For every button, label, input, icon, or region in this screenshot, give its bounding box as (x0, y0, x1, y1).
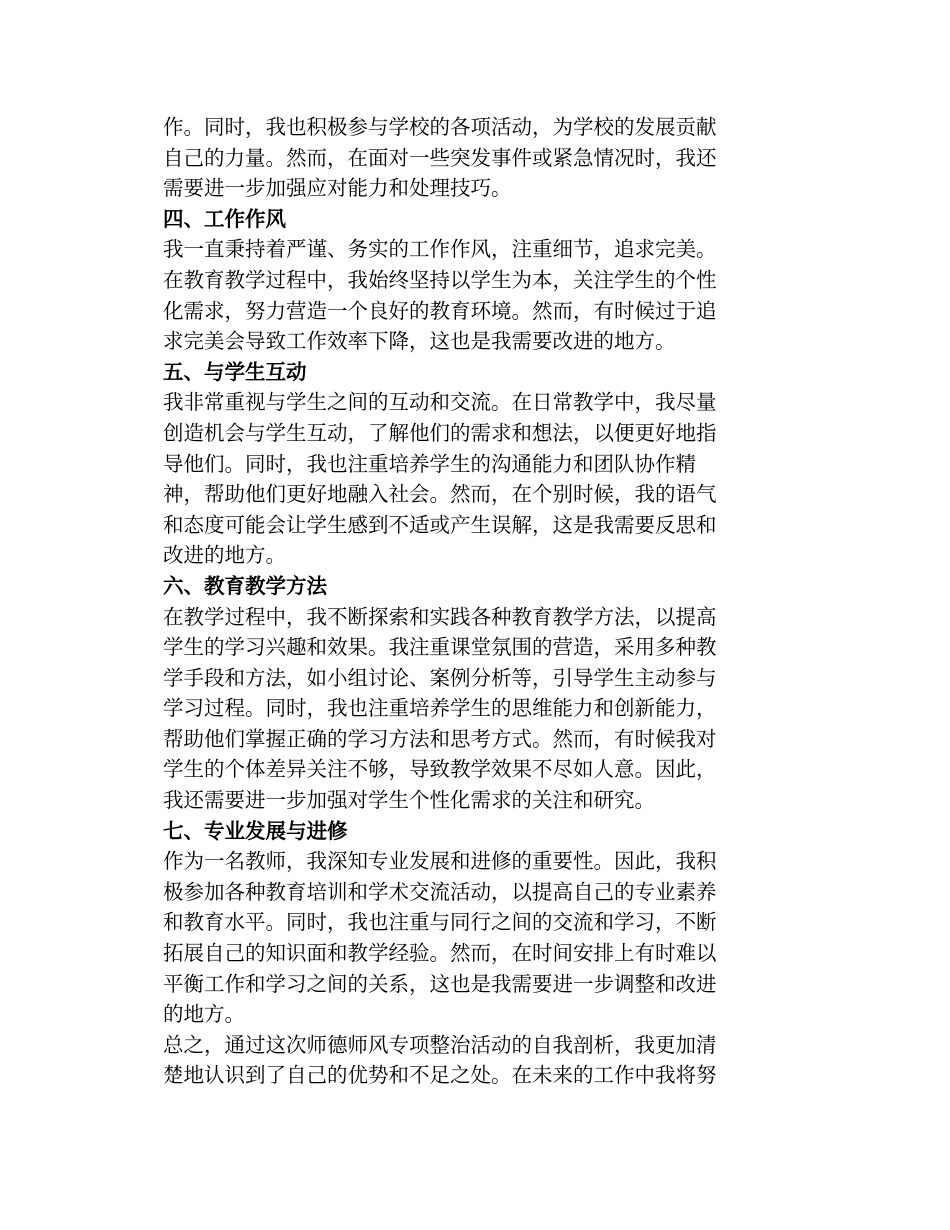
text-line: 学生的学习兴趣和效果。我注重课堂氛围的营造，采用多种教 (163, 635, 717, 660)
text-line: 需要进一步加强应对能力和处理技巧。 (163, 176, 512, 201)
text-line: 学手段和方法，如小组讨论、案例分析等，引导学生主动参与 (163, 665, 717, 690)
text-line: 帮助他们掌握正确的学习方法和思考方式。然而，有时候我对 (163, 726, 717, 751)
text-line: 作。同时，我也积极参与学校的各项活动，为学校的发展贡献 (163, 115, 717, 139)
section-heading-student-interaction (163, 357, 773, 388)
section-heading-professional-development (163, 816, 773, 847)
text-line: 学习过程。同时，我也注重培养学生的思维能力和创新能力， (163, 696, 717, 721)
paragraph-work-continued (163, 112, 773, 204)
section-heading-teaching-methods (163, 571, 773, 602)
paragraph-professional-development (163, 846, 773, 1030)
text-line: 学生的个体差异关注不够，导致教学效果不尽如人意。因此， (163, 757, 717, 782)
text-line: 作为一名教师，我深知专业发展和进修的重要性。因此，我积 (163, 849, 717, 874)
text-line: 楚地认识到了自己的优势和不足之处。在未来的工作中我将努 (163, 1063, 717, 1088)
text-line: 在教学过程中，我不断探索和实践各种教育教学方法，以提高 (163, 604, 717, 629)
text-line: 我非常重视与学生之间的互动和交流。在日常教学中，我尽量 (163, 390, 717, 415)
text-line: 我还需要进一步加强对学生个性化需求的关注和研究。 (163, 788, 655, 813)
paragraph-work-style (163, 234, 773, 356)
text-line: 和教育水平。同时，我也注重与同行之间的交流和学习，不断 (163, 910, 717, 935)
paragraph-student-interaction (163, 387, 773, 571)
text-line: 平衡工作和学习之间的关系，这也是我需要进一步调整和改进 (163, 971, 717, 996)
document-page (163, 112, 773, 1091)
heading-text: 五、与学生互动 (163, 359, 307, 384)
text-line: 改进的地方。 (163, 543, 286, 568)
text-line: 在教育教学过程中，我始终坚持以学生为本，关注学生的个性 (163, 267, 717, 292)
text-line: 自己的力量。然而，在面对一些突发事件或紧急情况时，我还 (163, 145, 717, 170)
text-line: 导他们。同时，我也注重培养学生的沟通能力和团队协作精 (163, 451, 696, 476)
text-line: 我一直秉持着严谨、务实的工作作风，注重细节，追求完美。 (163, 237, 717, 262)
heading-text: 六、教育教学方法 (163, 573, 327, 598)
text-line: 的地方。 (163, 1002, 245, 1027)
paragraph-conclusion (163, 1030, 773, 1091)
paragraph-teaching-methods (163, 602, 773, 816)
text-line: 创造机会与学生互动，了解他们的需求和想法，以便更好地指 (163, 420, 717, 445)
text-line: 和态度可能会让学生感到不适或产生误解，这是我需要反思和 (163, 512, 717, 537)
heading-text: 四、工作作风 (163, 206, 286, 231)
text-line: 总之，通过这次师德师风专项整治活动的自我剖析，我更加清 (163, 1032, 717, 1057)
heading-text: 七、专业发展与进修 (163, 818, 348, 843)
text-line: 神，帮助他们更好地融入社会。然而，在个别时候，我的语气 (163, 482, 717, 507)
text-line: 极参加各种教育培训和学术交流活动，以提高自己的专业素养 (163, 879, 717, 904)
text-line: 化需求，努力营造一个良好的教育环境。然而，有时候过于追 (163, 298, 717, 323)
text-line: 求完美会导致工作效率下降，这也是我需要改进的地方。 (163, 329, 676, 354)
text-line: 拓展自己的知识面和教学经验。然而，在时间安排上有时难以 (163, 941, 717, 966)
section-heading-work-style (163, 204, 773, 235)
